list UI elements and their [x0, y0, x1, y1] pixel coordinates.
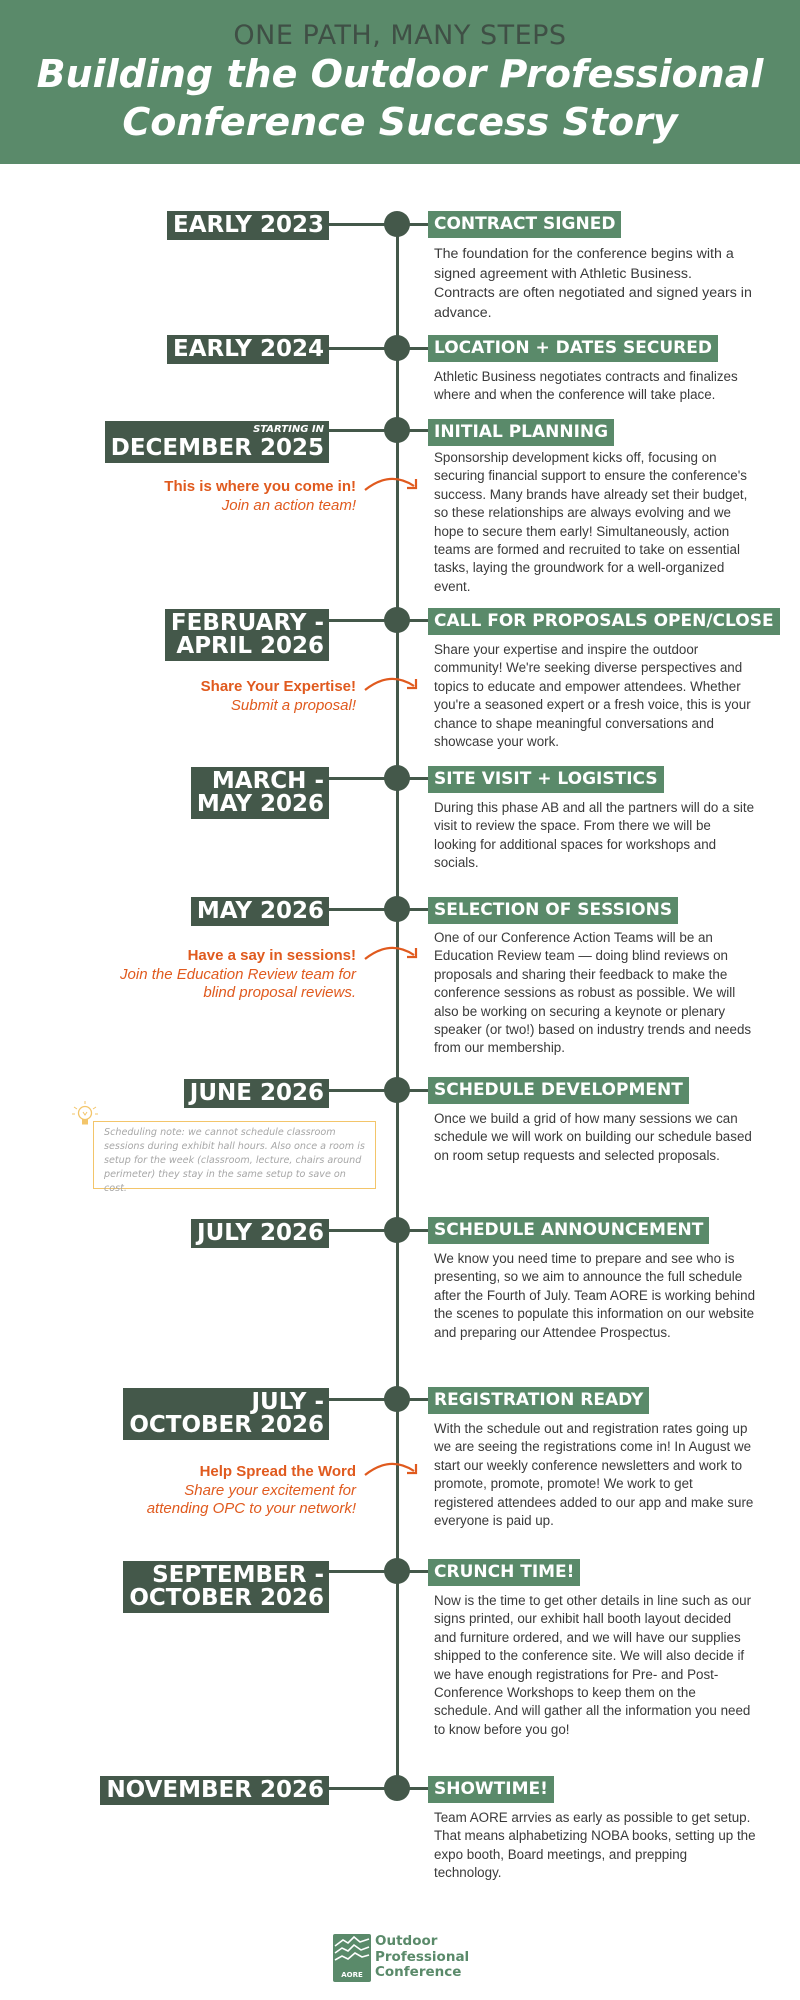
page-title: [0, 50, 800, 146]
milestone-title: INITIAL PLANNING: [428, 419, 614, 446]
connector-line: [329, 1398, 389, 1401]
cta-subtext: Share your excitement for: [184, 1481, 356, 1499]
date-label: [105, 421, 329, 463]
cta-subtext: Join an action team!: [221, 496, 356, 514]
connector-line: [405, 1787, 429, 1790]
milestone-description: Share your expertise and inspire the outdoor community! We're seeking diverse perspectives and topics to educate and empower attendees. Whether you're a seasoned expert or a fresh voice, this is your chance to shape meaningful conversations and showcase your work.: [434, 642, 751, 750]
milestone-title: CONTRACT SIGNED: [428, 211, 621, 238]
milestone-title: LOCATION + DATES SECURED: [428, 335, 718, 362]
connector-line: [405, 223, 429, 226]
logo-line: Conference: [375, 1964, 462, 1980]
date-line: NOVEMBER 2026: [106, 1777, 324, 1803]
logo-line: Professional: [375, 1948, 470, 1965]
cta-subtext: blind proposal reviews.: [203, 984, 356, 1001]
date-label: [191, 767, 329, 819]
connector-line: [329, 429, 389, 432]
date-label: [184, 1079, 329, 1108]
milestone-description: One of our Conference Action Teams will be an Education Review team — doing blind reviews on proposals and sharing their feedback to make the conference sessions as robust as possible. We will also be working on securing a keynote or plenary speaker (or two!) based on industry trends and needs from our membership.: [434, 930, 752, 1056]
connector-line: [405, 1089, 429, 1092]
milestone-description: Team AORE arrvies as early as possible to get setup. That means alphabetizing NOBA books, setting up the expo booth, Board meetings, and prepping technology.: [434, 1810, 756, 1881]
logo-mountain-icon: [333, 1934, 371, 1982]
connector-line: [405, 1229, 429, 1232]
date-label: [123, 1388, 329, 1440]
connector-line: [329, 1570, 389, 1573]
timeline-spine: [396, 224, 399, 1788]
milestone-description: Now is the time to get other details in line such as our signs printed, our exhibit hall booth layout decided and furniture ordered, and we will have our supplies shipped to the conference site. We will also decide if we have enough registrations for Pre- and Post-Conference Workshops to keep them on the schedule. And will gather all the information you need to know before you go!: [434, 1593, 752, 1737]
connector-line: [405, 347, 429, 350]
milestone-title: CRUNCH TIME!: [428, 1559, 580, 1586]
curved-arrow-icon: [362, 943, 426, 977]
cta-heading: Help Spread the Word: [199, 1463, 356, 1480]
milestone-description: Sponsorship development kicks off, focusing on securing financial support to ensure the conference's success. Many brands have already set their budget, so these relationships are always evolving and we hope to secure them early! Simultaneously, action teams are formed and recruited to take on essential tasks, laying the groundwork for a well-organized event.: [434, 450, 748, 594]
date-label: [123, 1561, 329, 1613]
date-label: [191, 1219, 329, 1248]
milestone-title: SCHEDULE DEVELOPMENT: [428, 1077, 689, 1104]
date-label: [167, 211, 329, 240]
cta-subtext: Submit a proposal!: [230, 696, 356, 714]
connector-line: [405, 777, 429, 780]
connector-line: [329, 1787, 389, 1790]
milestone-description: During this phase AB and all the partners will do a site visit to review the space. From there we will be looking for additional spaces for workshops and socials.: [434, 800, 755, 871]
milestone-description: The foundation for the conference begins with a signed agreement with Athletic Business. Contracts are often negotiated and signed years in advance.: [434, 246, 752, 321]
call-to-action: [147, 1463, 356, 1519]
date-line: JUNE 2026: [189, 1080, 324, 1106]
curved-arrow-icon: [362, 474, 426, 508]
date-line: OCTOBER 2026: [129, 1412, 324, 1438]
connector-line: [329, 777, 389, 780]
call-to-action: [120, 947, 356, 1003]
milestone-title: SELECTION OF SESSIONS: [428, 897, 678, 924]
logo-wordmark: [375, 1934, 469, 1981]
cta-subtext: attending OPC to your network!: [146, 1500, 356, 1517]
date-label: [167, 335, 329, 364]
call-to-action: [201, 678, 356, 715]
date-label: [191, 897, 329, 926]
connector-line: [405, 619, 429, 622]
milestone-description: Athletic Business negotiates contracts and finalizes where and when the conference will take place.: [434, 369, 738, 403]
mountain-lines-icon: [333, 1934, 371, 1968]
date-line: JULY 2026: [197, 1220, 324, 1246]
connector-line: [329, 1089, 389, 1092]
milestone-description: With the schedule out and registration rates going up we are seeing the registrations come in! In August we start our weekly conference newsletters and work to promote, promote, promote! We work to get registered attendees added to our app and make sure everyone is paid up.: [434, 1421, 754, 1529]
milestone-title: SCHEDULE ANNOUNCEMENT: [428, 1217, 709, 1244]
date-line: EARLY 2024: [173, 336, 324, 362]
cta-heading: Have a say in sessions!: [187, 947, 356, 964]
connector-line: [405, 429, 429, 432]
cta-heading: Share Your Expertise!: [200, 678, 356, 695]
date-line: MAY 2026: [196, 898, 324, 924]
call-to-action: [164, 478, 356, 515]
connector-line: [329, 347, 389, 350]
date-label: [165, 609, 329, 661]
date-prefix: STARTING IN: [253, 424, 324, 435]
milestone-title: CALL FOR PROPOSALS OPEN/CLOSE: [428, 608, 780, 635]
date-line: SEPTEMBER -: [152, 1562, 324, 1588]
date-line: DECEMBER 2025: [110, 435, 324, 461]
date-line: JULY -: [251, 1389, 324, 1415]
title-line-2: Conference Success Story: [122, 100, 678, 144]
date-line: EARLY 2023: [173, 212, 324, 238]
cta-subtext: Join the Education Review team for: [120, 965, 356, 983]
milestone-description: Once we build a grid of how many sessions we can schedule we will work on building our schedule based on room setup requests and selected proposals.: [434, 1111, 752, 1163]
connector-line: [405, 1570, 429, 1573]
connector-line: [329, 908, 389, 911]
milestone-title: REGISTRATION READY: [428, 1387, 649, 1414]
connector-line: [405, 1398, 429, 1401]
connector-line: [329, 619, 389, 622]
connector-line: [405, 908, 429, 911]
page-header: [0, 0, 800, 164]
opc-logo: [333, 1934, 473, 1984]
logo-badge: AORE: [341, 1971, 363, 1979]
connector-line: [329, 223, 389, 226]
date-line: MAY 2026: [196, 791, 324, 817]
date-line: APRIL 2026: [176, 633, 324, 659]
title-line-1: Building the Outdoor Professional: [36, 52, 764, 96]
cta-heading: This is where you come in!: [164, 478, 356, 495]
milestone-description: We know you need time to prepare and see who is presenting, so we aim to announce the full schedule after the Fourth of July. Team AORE is working behind the scenes to populate this information on our website and preparing our Attendee Prospectus.: [434, 1251, 756, 1340]
connector-line: [329, 1229, 389, 1232]
logo-line: Outdoor: [375, 1933, 438, 1949]
date-line: MARCH -: [211, 768, 324, 794]
scheduling-note: Scheduling note: we cannot schedule classroom sessions during exhibit hall hours. Also once a room is setup for the week (classroom, lecture, chairs around perimeter) they stay in the same setup to save on cost.: [93, 1121, 376, 1189]
date-line: FEBRUARY -: [170, 610, 324, 636]
date-label: [100, 1776, 329, 1805]
curved-arrow-icon: [362, 1459, 426, 1493]
date-line: OCTOBER 2026: [129, 1585, 324, 1611]
milestone-title: SHOWTIME!: [428, 1776, 554, 1803]
milestone-title: SITE VISIT + LOGISTICS: [428, 766, 664, 793]
curved-arrow-icon: [362, 674, 426, 708]
header-eyebrow: ONE PATH, MANY STEPS: [233, 20, 567, 51]
